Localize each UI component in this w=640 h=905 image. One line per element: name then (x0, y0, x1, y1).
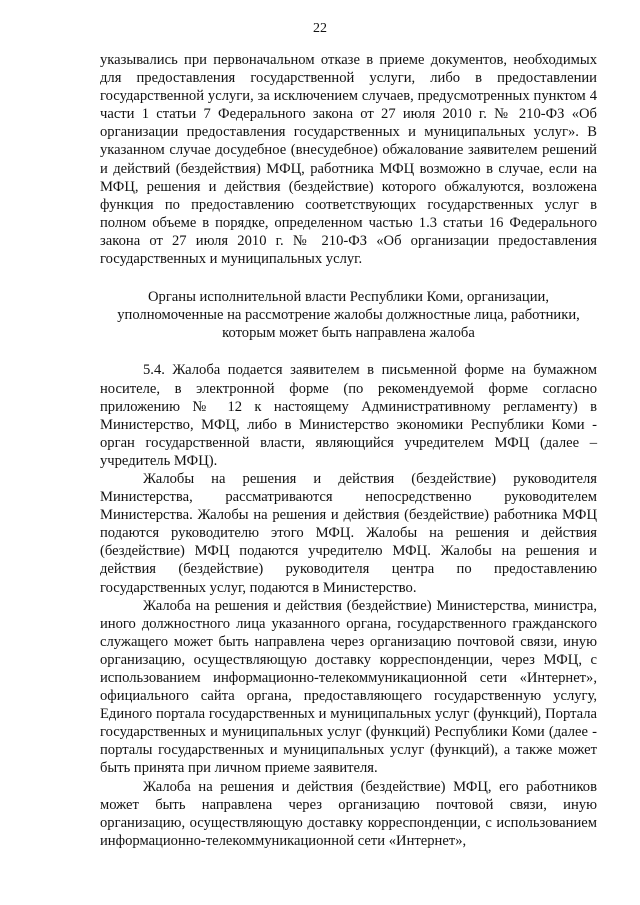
paragraph-complaint-channels-ministry: Жалоба на решения и действия (бездействие) Министерства, министра, иного должностного лица указанного органа, государственного гражданского служащего может быть направлена через организацию почтовой связи, иную организацию, осуществляющую доставку корреспонденции, через МФЦ, с использованием информационно-телекоммуникационной сети «Интернет», официального сайта органа, предоставляющего государственную услугу, Единого портала государственных и муниципальных услуг (функций), Портала государственных и муниципальных услуг (функций) Республики Коми (далее - порталы государственных и муниципальных услуг (функций), а также может быть принята при личном приеме заявителя. (100, 597, 597, 777)
section-heading: Органы исполнительной власти Республики Коми, организации, уполномоченные на рассмотрение жалобы должностные лица, работники, которым может быть направлена жалоба (117, 289, 580, 342)
paragraph-complaints-addressees: Жалобы на решения и действия (бездействие) руководителя Министерства, рассматриваются непосредственно руководителем Министерства. Жалобы на решения и действия (бездействие) работника МФЦ подаются руководителю этого МФЦ. Жалобы на решения и действия (бездействие) МФЦ подаются учредителю МФЦ. Жалобы на решения и действия (бездействие) руководителя центра по предоставлению государственных услуг, подаются в Министерство. (100, 470, 597, 596)
continuation-paragraph: указывались при первоначальном отказе в приеме документов, необходимых для предоставления государственной услуги, либо в предоставлении государственной услуги, за исключением случаев, предусмотренных пунктом 4 части 1 статьи 7 Федерального закона от 27 июля 2010 г. № 210-ФЗ «Об организации предоставления государственных и муниципальных услуг». В указанном случае досудебное (внесудебное) обжалование заявителем решений и действий (бездействия) МФЦ, работника МФЦ возможно в случае, если на МФЦ, решения и действия (бездействие) которого обжалуются, возложена функция по предоставлению соответствующих государственных услуг в полном объеме в порядке, определенном частью 1.3 статьи 16 Федерального закона от 27 июля 2010 г. № 210-ФЗ «Об организации предоставления государственных и муниципальных услуг. (100, 52, 597, 268)
paragraph-complaint-channels-mfc: Жалоба на решения и действия (бездействие) МФЦ, его работников может быть направлена через организацию почтовой связи, иную организацию, осуществляющую доставку корреспонденции, с использованием информационно-телекоммуникационной сети «Интернет», (100, 778, 597, 849)
document-body (100, 51, 597, 850)
page-number: 22 (313, 21, 327, 36)
paragraph-5-4: 5.4. Жалоба подается заявителем в письменной форме на бумажном носителе, в электронной форме (по рекомендуемой форме согласно приложению № 12 к настоящему Административному регламенту) в Министерство, МФЦ, либо в Министерство экономики Республики Коми - орган государственной власти, являющийся учредителем МФЦ (далее – учредитель МФЦ). (100, 362, 597, 469)
